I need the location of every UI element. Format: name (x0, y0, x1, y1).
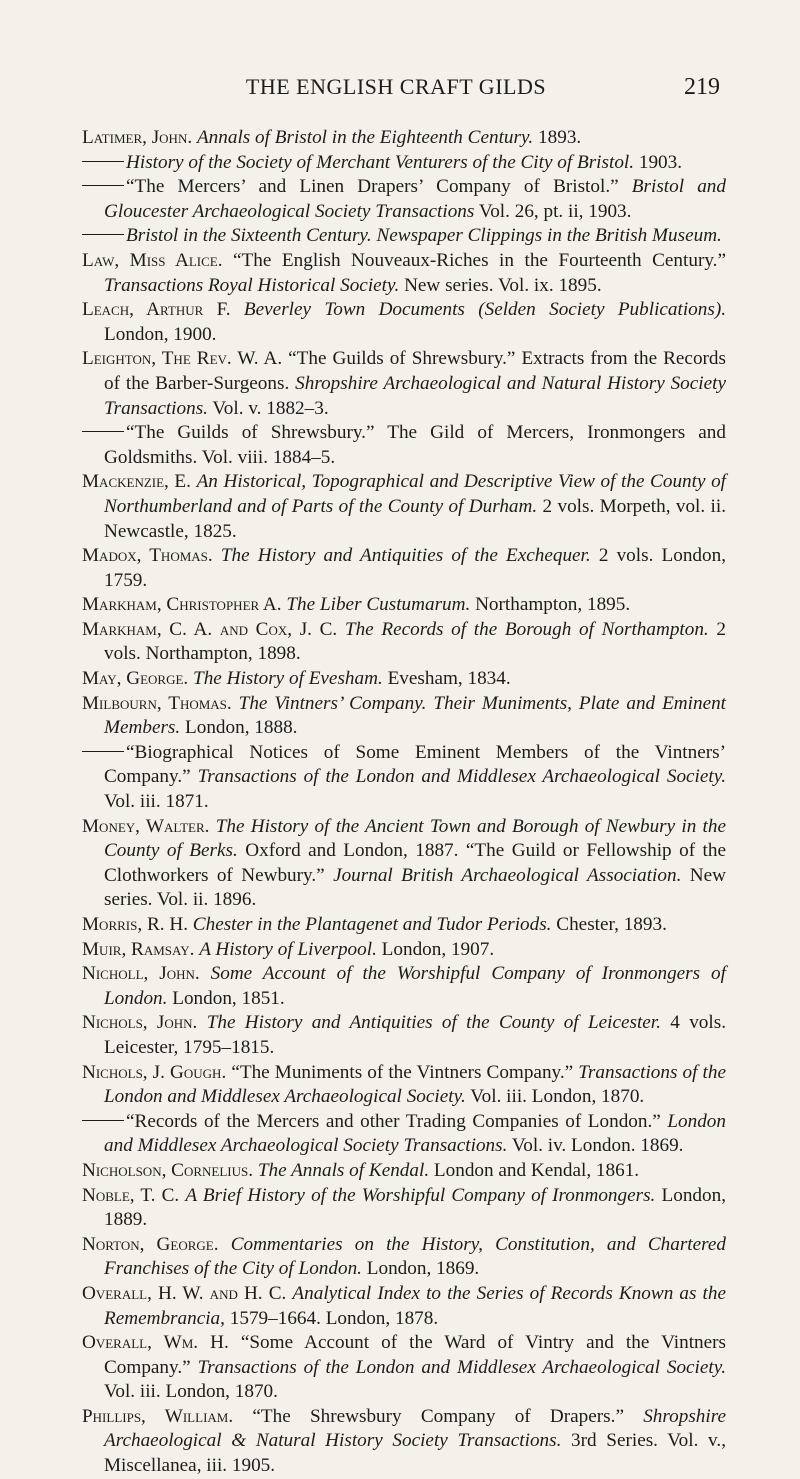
entry-title: The History of the Ancient Town and Borough of Newbury in the County of Berks. (104, 815, 726, 862)
page-number: 219 (684, 74, 720, 100)
ditto-dash (82, 234, 124, 235)
entry-text (337, 619, 345, 640)
entry-title: Beverley Town Documents (Selden Society Publications). (243, 299, 727, 321)
bibliography-entry (82, 175, 726, 224)
entry-text: New series. Vol. ix. 1895. (399, 274, 602, 296)
entry-author: Leighton, The Rev. W. A. (82, 348, 283, 370)
entry-text: Vol. iii. 1871. (104, 791, 209, 813)
entry-text: Evesham, 1834. (382, 668, 511, 690)
entry-text: Vol. iii. London, 1870. (104, 1381, 278, 1403)
entry-author: Overall, H. W. and H. C. (82, 1282, 287, 1304)
entry-title: A Brief History of the Worshipful Company of Ironmongers. (185, 1184, 656, 1206)
entry-text: 1579–1664. London, 1878. (224, 1307, 439, 1329)
bibliography-entry (82, 815, 726, 913)
ditto-dash (82, 1120, 124, 1121)
entry-text: “The Guilds of Shrewsbury.” The Gild of Mercers, Ironmongers and Goldsmiths. Vol. viii. 1884–5. (104, 422, 726, 468)
bibliography-entry (82, 938, 726, 963)
entry-text: London and Kendal, 1861. (429, 1159, 640, 1181)
bibliography-entry (82, 1282, 726, 1331)
bibliography-entry (82, 1061, 726, 1110)
bibliography-entry (82, 1331, 726, 1405)
entry-title: The Vintners’ Company. Their Muniments, Plate and Eminent Members. (104, 692, 727, 739)
ditto-dash (82, 161, 124, 162)
entry-text: 2 vols. Northampton, 1898. (104, 618, 726, 665)
entry-author: Markham, C. A. and Cox, J. C. (82, 618, 338, 640)
entry-text: Vol. 26, pt. ii, 1903. (474, 200, 632, 222)
bibliography-entry (82, 249, 726, 298)
bibliography-entry (82, 224, 726, 249)
entry-author: Nicholson, Cornelius. (82, 1159, 254, 1181)
entry-text: 3rd Series. Vol. v., Miscellanea, iii. 1905. (104, 1430, 726, 1477)
bibliography-entry (82, 593, 726, 618)
ditto-dash (82, 751, 124, 752)
entry-title: Annals of Bristol in the Eighteenth Century. (196, 127, 534, 148)
bibliography-entry (82, 1405, 726, 1479)
entry-title: Shropshire Archaeological & Natural History Society Transactions. (104, 1405, 726, 1452)
entry-text: “The Shrewsbury Company of Drapers.” (233, 1405, 644, 1427)
entry-author: Nichols, J. Gough. (82, 1061, 227, 1083)
entry-title: Transactions of the London and Middlesex Archaeological Society. (197, 1356, 726, 1378)
entry-text: “Some Account of the Ward of Vintry and the Vintners Company.” (104, 1332, 726, 1378)
entry-text: London, 1907. (376, 938, 495, 960)
entry-title: Journal British Archaeological Association. (333, 864, 682, 886)
entry-title: Bristol in the Sixteenth Century. Newspaper Clippings in the British Museum. (126, 225, 722, 247)
entry-text: Chester, 1893. (551, 914, 667, 935)
ditto-dash (82, 431, 124, 432)
bibliography-entry (82, 1159, 726, 1184)
entry-author: Muir, Ramsay. (82, 938, 195, 960)
entry-title: Transactions of the London and Middlesex Archaeological Society. (104, 1061, 726, 1108)
entry-author: Law, Miss Alice. (82, 249, 223, 271)
entry-text: “The Mercers’ and Linen Drapers’ Company of Bristol.” (126, 176, 632, 198)
bibliography-entry (82, 151, 726, 176)
entry-title: Transactions Royal Historical Society. (104, 274, 400, 296)
entry-text: Vol. iii. London, 1870. (465, 1086, 645, 1108)
entry-title: Shropshire Archaeological and Natural History Society Transactions. (104, 372, 726, 419)
entry-text: “The Muniments of the Vintners Company.” (226, 1061, 579, 1083)
entry-text: London, 1889. (104, 1184, 726, 1231)
entry-author: Mackenzie, E. (82, 471, 191, 493)
entry-text (213, 545, 221, 566)
entry-text (200, 963, 211, 984)
entry-title: The Liber Custumarum. (286, 594, 471, 616)
entry-text: 2 vols. Morpeth, vol. ii. Newcastle, 1825. (104, 495, 726, 542)
bibliography-entry (82, 347, 726, 421)
entry-text (231, 299, 244, 320)
entry-title: Chester in the Plantagenet and Tudor Periods. (192, 914, 552, 935)
entry-text: “Records of the Mercers and other Trading Companies of London.” (126, 1110, 668, 1132)
entry-text (232, 693, 239, 714)
running-title: THE ENGLISH CRAFT GILDS (245, 74, 547, 99)
entry-author: Milbourn, Thomas. (82, 692, 232, 714)
entry-author: Noble, T. C. (82, 1184, 180, 1206)
entry-text: London, 1851. (167, 987, 285, 1009)
entry-text: 2 vols. London, 1759. (104, 545, 726, 591)
entry-title: The Records of the Borough of Northampton. (344, 618, 709, 640)
bibliography-entry (82, 741, 726, 815)
entry-author: Money, Walter. (82, 815, 210, 837)
bibliography-entry (82, 692, 726, 741)
entry-title: The History of Evesham. (193, 668, 383, 690)
bibliography-entry (82, 298, 726, 347)
entry-text: 4 vols. Leicester, 1795–1815. (104, 1012, 726, 1058)
entry-author: Madox, Thomas. (82, 545, 213, 567)
entry-author: Markham, Christopher A. (82, 594, 282, 616)
bibliography-entry (82, 618, 726, 667)
entry-title: A History of Liverpool. (199, 938, 377, 960)
entry-author: Norton, George. (82, 1233, 219, 1255)
entry-author: Morris, R. H. (82, 914, 188, 935)
bibliography-entry (82, 1011, 726, 1060)
bibliography-entry (82, 544, 726, 593)
entry-text: “The English Nouveaux-Riches in the Fourteenth Century.” (222, 249, 726, 271)
bibliography-entry (82, 1110, 726, 1159)
entry-text: London, 1900. (104, 323, 217, 345)
bibliography-entry (82, 913, 726, 938)
bibliography-entry (82, 1184, 726, 1233)
bibliography-entry (82, 1233, 726, 1282)
entry-text: Oxford and London, 1887. “The Guild or Fellowship of the Clothworkers of Newbury.” (104, 840, 726, 886)
entry-text (197, 1012, 206, 1033)
entry-author: Phillips, William. (82, 1405, 234, 1427)
entry-text: New series. Vol. ii. 1896. (104, 864, 726, 911)
entry-author: Overall, Wm. H. (82, 1332, 229, 1354)
entry-title: Transactions of the London and Middlesex Archaeological Society. (197, 766, 726, 788)
bibliography-entry (82, 421, 726, 470)
entry-text: Vol. iv. London. 1869. (507, 1135, 684, 1157)
bibliography-entry (82, 470, 726, 544)
entry-title: The History and Antiquities of the County of Leicester. (206, 1012, 661, 1034)
entry-title: The History and Antiquities of the Exchequer. (220, 545, 591, 567)
entry-text: 1903. (634, 151, 683, 173)
entry-title: The Annals of Kendal. (257, 1159, 430, 1181)
entry-text: Northampton, 1895. (470, 594, 631, 616)
bibliography-entry (82, 126, 726, 151)
entry-text (219, 1234, 231, 1255)
entry-author: Nicholl, John. (82, 963, 200, 985)
entry-text: London, 1869. (361, 1258, 480, 1280)
entry-author: Latimer, John. (82, 127, 193, 148)
entry-text: 1893. (533, 127, 582, 148)
entry-author: Nichols, John. (82, 1012, 198, 1034)
entry-title: Analytical Index to the Series of Records Known as the Remembrancia, (104, 1282, 726, 1329)
entry-title: History of the Society of Merchant Venturers of the City of Bristol. (126, 151, 635, 173)
entry-title: An Historical, Topographical and Descriptive View of the County of Northumberland and of Parts of the County of Durham. (104, 471, 726, 517)
entry-text: “The Guilds of Shrewsbury.” Extracts from the Records of the Barber-Surgeons. (104, 348, 726, 394)
entry-author: May, George. (82, 668, 189, 690)
entry-title: Commentaries on the History, Constitution, and Chartered Franchises of the City of London. (104, 1233, 726, 1280)
running-head (72, 74, 720, 104)
entry-author: Leach, Arthur F. (82, 299, 231, 321)
entry-title: London and Middlesex Archaeological Society Transactions. (104, 1110, 726, 1157)
bibliography-entry (82, 667, 726, 692)
entry-text: Vol. v. 1882–3. (207, 397, 329, 419)
entry-title: Some Account of the Worshipful Company of Ironmongers of London. (104, 963, 726, 1009)
bibliography-list (82, 126, 726, 1479)
entry-text: “Biographical Notices of Some Eminent Members of the Vintners’ Company.” (104, 741, 726, 788)
entry-text: London, 1888. (180, 717, 298, 739)
ditto-dash (82, 185, 124, 186)
bibliography-entry (82, 962, 726, 1011)
entry-title: Bristol and Gloucester Archaeological Society Transactions (104, 176, 726, 222)
